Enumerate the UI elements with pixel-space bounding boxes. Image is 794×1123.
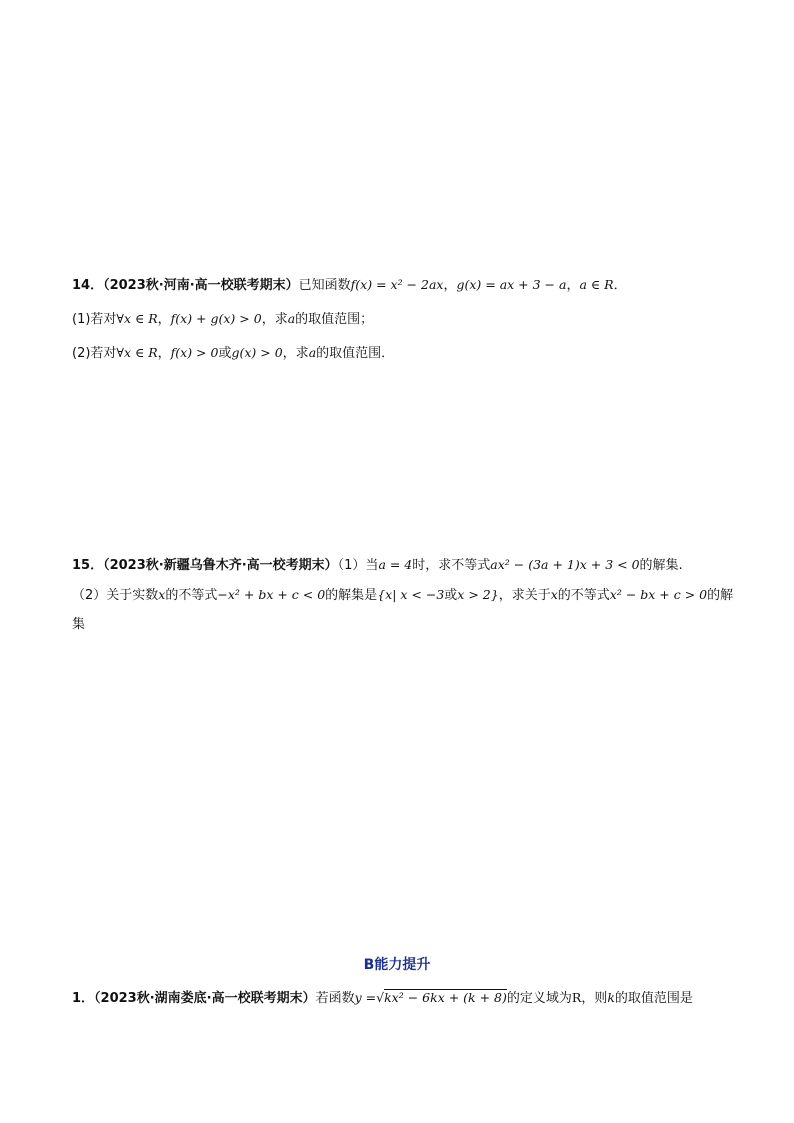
question-text: ，求 <box>261 312 288 327</box>
q14-part1 <box>72 310 373 329</box>
question-text: 的不等式 <box>165 588 218 603</box>
formula-inequality: x² − bx + c > 0 <box>609 587 708 602</box>
formula-f: f(x) = x² − 2ax <box>350 277 444 292</box>
question-source: （2023秋·湖南娄底·高一校联考期末） <box>94 991 316 1006</box>
question-text: ，求 <box>282 346 309 361</box>
b1-stem <box>72 989 693 1008</box>
formula-condition: f(x) + g(x) > 0 <box>170 311 262 326</box>
part-label: (1)若对 <box>72 312 117 327</box>
question-text: 时，求不等式 <box>412 558 491 573</box>
formula-set: x > 2} <box>457 587 499 602</box>
question-number: 14． <box>72 278 104 293</box>
q15-part2-continued <box>72 616 85 634</box>
variable-x: x <box>158 587 166 602</box>
formula-set: {x| x < −3 <box>377 587 445 602</box>
formula-domain: a ∈ R <box>579 277 614 292</box>
question-text: 的不等式 <box>557 588 610 603</box>
formula-condition: a = 4 <box>378 557 413 572</box>
question-text: ，则 <box>581 991 608 1006</box>
variable-a: a <box>287 311 296 326</box>
question-text: 或 <box>444 588 458 603</box>
question-text: 集 <box>72 617 86 632</box>
part-label: (2)若对 <box>72 346 117 361</box>
variable-x: x <box>550 587 558 602</box>
question-text: 已知函数 <box>298 278 351 293</box>
separator: ， <box>566 278 580 293</box>
formula-condition-g: g(x) > 0 <box>231 345 283 360</box>
variable-a: a <box>308 345 317 360</box>
sqrt-sign: √ <box>376 990 385 1005</box>
q14-stem <box>72 276 627 295</box>
question-text: 的定义域为 <box>506 991 572 1006</box>
separator: ． <box>613 278 627 293</box>
question-text: 或 <box>218 346 232 361</box>
formula-forall: ∀x ∈ R <box>116 311 158 326</box>
variable-k: k <box>607 990 615 1005</box>
question-text: 的解集. <box>639 558 683 573</box>
formula-set-r: R <box>571 990 582 1005</box>
separator: ， <box>443 278 457 293</box>
question-number: 1． <box>72 991 95 1006</box>
question-number: 15． <box>72 558 104 573</box>
separator: ， <box>157 312 171 327</box>
formula-y: y = <box>354 990 377 1005</box>
question-text: 的取值范围是 <box>614 991 693 1006</box>
formula-g: g(x) = ax + 3 − a <box>456 277 567 292</box>
part-label: （1）当 <box>337 558 379 573</box>
part-label: （2）关于实数 <box>72 588 159 603</box>
question-text: 若函数 <box>315 991 355 1006</box>
question-text: 的取值范围． <box>316 346 395 361</box>
separator: ， <box>157 346 171 361</box>
formula-inequality: ax² − (3a + 1)x + 3 < 0 <box>490 557 640 572</box>
formula-inequality: −x² + bx + c < 0 <box>217 587 326 602</box>
q15-part2 <box>72 586 733 605</box>
formula-radicand: kx² − 6kx + (k + 8) <box>384 990 507 1005</box>
question-text: 的取值范围； <box>295 312 374 327</box>
question-text: 的解 <box>707 588 734 603</box>
formula-condition-f: f(x) > 0 <box>170 345 219 360</box>
section-title: B能力提升 <box>363 957 431 973</box>
q14-part2 <box>72 344 394 363</box>
question-source: （2023秋·河南·高一校联考期末） <box>103 278 299 293</box>
q15-stem <box>72 556 683 575</box>
formula-forall: ∀x ∈ R <box>116 345 158 360</box>
question-text: ，求关于 <box>498 588 551 603</box>
question-source: （2023秋·新疆乌鲁木齐·高一校考期末） <box>103 558 338 573</box>
question-text: 的解集是 <box>325 588 378 603</box>
